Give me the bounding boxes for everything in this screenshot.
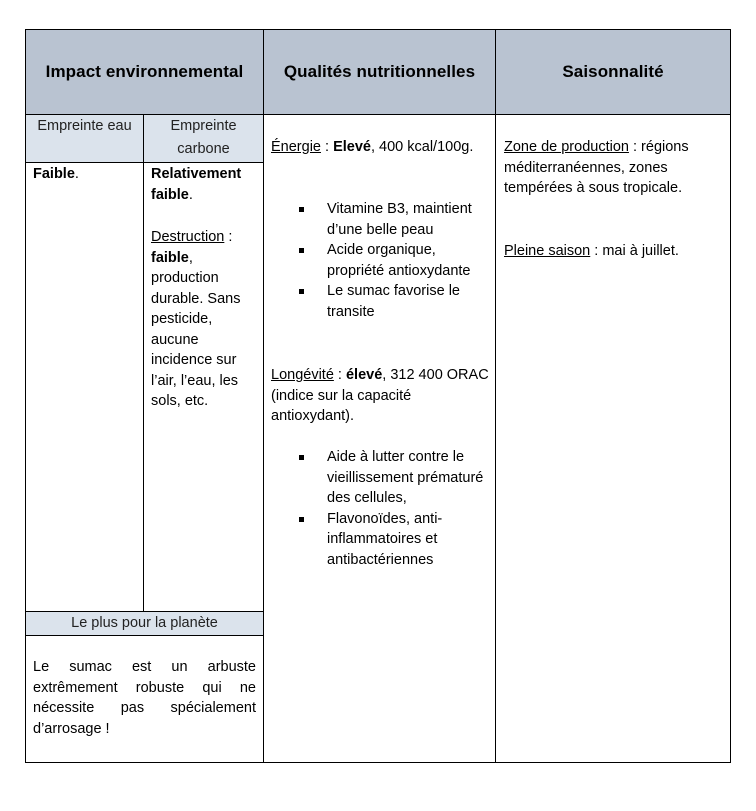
plus-top-divider [26,611,263,612]
water-footprint-header [26,115,143,162]
water-footprint-level: Faible [33,166,75,182]
square-bullet-icon [299,207,304,212]
carbon-footprint-header-label: Empreinte carbone [170,118,237,157]
carbon-footprint-level: Relativement faible [151,166,242,203]
longevity-bullet-list [299,447,494,570]
header-nutrition [264,30,495,114]
energy-bullets [299,199,494,322]
longevity-label: Longévité [271,367,334,383]
planet-plus-text: Le sumac est un arbuste extrêmement robuste qui ne nécessite pas spécialement d’arrosage ! [33,659,256,737]
production-zone-sep: : [628,139,642,155]
square-bullet-icon [299,455,304,460]
subheader-divider [26,162,263,163]
destruction-label: Destruction [151,229,225,245]
energy-sep: : [320,139,334,155]
header-environment [26,30,263,114]
energy-label: Énergie [271,139,321,155]
longevity-bullet-text: Flavonoïdes, anti-inflammatoires et antibactériennes [327,510,443,568]
water-footprint-suffix: . [74,166,79,182]
peak-season [504,241,726,262]
square-bullet-icon [299,289,304,294]
list-item [299,199,494,240]
carbon-footprint-suffix: . [188,186,193,203]
destruction-block [151,227,257,412]
production-zone-label: Zone de production [504,139,629,155]
destruction-value: faible [151,249,189,266]
footprint-divider [143,115,144,611]
list-item [299,447,494,509]
carbon-footprint-cell [151,164,257,412]
peak-season-label: Pleine saison [504,243,591,259]
production-zone [504,137,726,199]
energy-bullet-text: Acide organique, propriété antioxydante [327,242,471,279]
column-divider-2 [495,29,496,763]
longevity-sep: : [333,367,346,383]
header-divider [25,114,731,115]
list-item [299,281,494,322]
longevity-value: élevé [345,367,383,383]
peak-season-text: mai à juillet. [602,243,679,259]
carbon-footprint-header [144,115,263,162]
list-item [299,509,494,571]
header-season [496,30,730,114]
list-item [299,240,494,281]
destruction-sep: : [224,229,233,245]
water-footprint-header-label: Empreinte eau [37,118,132,134]
production-zone-text: régions méditerranéennes, zones tempérées à sous tropicale. [504,139,689,196]
header-nutrition-label: Qualités nutritionnelles [283,62,476,81]
planet-plus-header [26,612,263,635]
header-season-label: Saisonnalité [562,62,664,81]
longevity-bullet-text: Aide à lutter contre le vieillissement prématuré des cellules, [327,449,484,506]
square-bullet-icon [299,517,304,522]
longevity-rest: , 312 400 ORAC (indice sur la capacité antioxydant). [271,367,489,424]
energy-bullet-list [299,199,494,322]
header-environment-label: Impact environnemental [45,62,244,81]
destruction-text: , production durable. Sans pesticide, aucune incidence sur l’air, l’eau, les sols, etc. [151,249,241,409]
square-bullet-icon [299,248,304,253]
plus-bottom-divider [26,635,263,636]
carbon-footprint-value [151,164,257,205]
energy-rest: , 400 kcal/100g. [370,139,474,155]
energy-bullet-text: Le sumac favorise le transite [327,283,460,320]
planet-plus-header-label: Le plus pour la planète [71,615,218,631]
longevity-bullets [299,447,494,570]
energy-value: Elevé [333,139,371,155]
energy-line [271,137,491,158]
energy-bullet-text: Vitamine B3, maintient d’une belle peau [327,201,472,238]
longevity-line [271,365,489,427]
peak-season-sep: : [590,243,603,259]
column-divider-1 [263,29,264,763]
water-footprint-value [33,164,138,185]
